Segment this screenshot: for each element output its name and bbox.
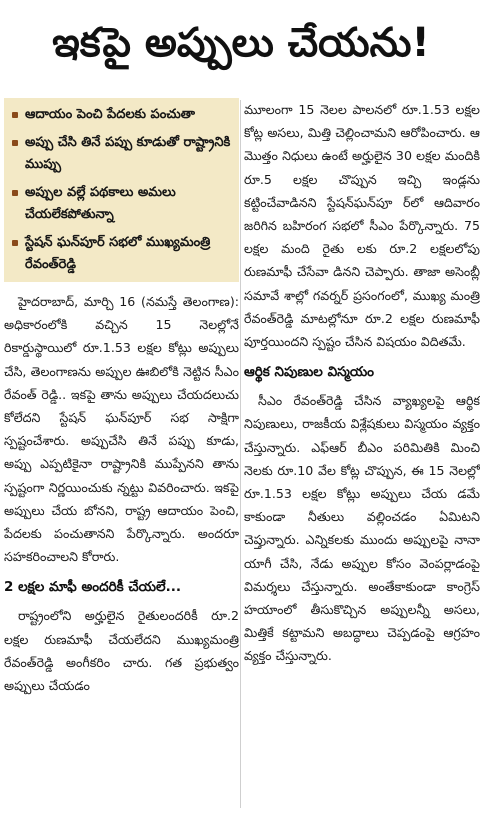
- bullet-icon: [12, 140, 18, 146]
- highlight-item: [12, 232, 233, 276]
- headline: ఇకపై అప్పులు చేయను!: [52, 20, 430, 66]
- subheading: ఆర్థిక నిపుణుల విస్మయం: [244, 364, 375, 381]
- highlight-item: [12, 104, 233, 126]
- right-column: [244, 98, 480, 810]
- bullet-icon: [12, 190, 18, 196]
- dateline: హైదరాబాద్, మార్చి 16 (నమస్తే తెలంగాణ):: [18, 294, 239, 309]
- highlight-text: ఆదాయం పెంచి పేదలకు పంచుతా: [25, 107, 195, 122]
- article-paragraph: [4, 290, 239, 568]
- paragraph-text: అధికారంలోకి వచ్చిన 15 నెలల్లోనే రికార్డుస్థాయిలో రూ.1.53 లక్షల కోట్లు అప్పులు చేసి, తెలంగాణను అప్పుల ఊబిలోకి నెట్టిన సీఎం రేవంత్ రెడ్డి.. ఇకపై తాను అప్పులు చేయదలుచు కోలేదని స్టేషన్ ఘన్‌పూర్ సభ సాక్షిగా స్పష్టంచేశారు. అప్పుచేసి తినే పప్పు కూడు, అప్పు ఎప్పటికైనా రాష్ట్రానికి ముప్పేనని తాను స్పష్టంగా నిర్ణయించుకు న్నట్టు వివరించారు. ఇకపై అప్పులు చేయ బోనని, రాష్ట్ర ఆదాయం పెంచి, పేదలకు పంచుతానని పేర్కొన్నారు. అందరూ సహకరించాలని కోరారు.: [4, 317, 239, 565]
- article-paragraph: రాష్ట్రంలోని అర్హులైన రైతులందరికీ రూ.2 లక్షల రుణమాఫీ చేయలేదని ముఖ్యమంత్రి రేవంత్‌రెడ్డి అంగీకరిం చారు. గత ప్రభుత్వం అప్పులు చేయడం: [4, 608, 239, 694]
- article-paragraph: మూలంగా 15 నెలల పాలనలో రూ.1.53 లక్షల కోట్ల అసలు, మిత్తి చెల్లించామని ఆరోపించారు. ఆ మొత్తం నిధులు ఉంటే అర్హులైన 30 లక్షల మందికి రూ.5 లక్షల చొప్పున ఇచ్చి ఇండ్లను కట్టించేవాడినని స్టేషన్‌ఘన్‌పూ ర్‌లో ఆదివారం జరిగిన బహిరంగ సభలో సీఎం పేర్కొన్నారు. 75 లక్షల మంది రైతు లకు రూ.2 లక్షలలోపు రుణమాఫీ చేసేవా డినని చెప్పారు. తాజా అసెంబ్లీ సమావే శాల్లో గవర్నర్ ప్రసంగంలో, ముఖ్య మంత్రి రేవంత్‌రెడ్డి మాటల్లోనూ రూ.2 లక్షల రుణమాఫీ పూర్తయిందని స్పష్టం చేసిన విషయం విదితమే.: [244, 102, 480, 350]
- bullet-icon: [12, 112, 18, 118]
- highlight-item: [12, 132, 233, 176]
- highlight-item: [12, 182, 233, 226]
- left-column: [4, 98, 239, 810]
- bullet-icon: [12, 240, 18, 246]
- column-divider: [240, 100, 241, 808]
- highlight-text: స్టేషన్ ఘన్‌పూర్ సభలో ముఖ్యమంత్రి రేవంత్‌రెడ్డి: [25, 235, 211, 272]
- highlight-text: అప్పు చేసి తినే పప్పు కూడుతో రాష్ట్రానికి ముప్పు: [25, 135, 231, 172]
- highlight-text: అప్పుల వల్లే పథకాలు అమలు చేయలేకపోతున్నా: [25, 185, 176, 222]
- article-paragraph: సీఎం రేవంత్‌రెడ్డి చేసిన వ్యాఖ్యలపై ఆర్థిక నిపుణులు, రాజకీయ విశ్లేషకులు విస్మయం వ్యక్తం చేస్తున్నారు. ఎఫ్‌ఆర్ బీఎం పరిమితికి మించి నెలకు రూ.10 వేల కోట్ల చొప్పున, ఈ 15 నెలల్లో రూ.1.53 లక్షల కోట్లు అప్పులు చేయ డమే కాకుండా నీతులు వల్లించడం ఏమిటని చెప్తున్నారు. ఎన్నికలకు ముందు అప్పులపై నానా యాగీ చేసి, నేడు అప్పుల కోసం వెంపర్లాడంపై విమర్శలు చేస్తున్నారు. అంతేకాకుండా కాంగ్రెస్ హయాంలో తీసుకొచ్చిన అప్పులన్నీ అసలు, మిత్తికే కట్టామని అబద్ధాలు చెప్పడంపై ఆగ్రహం వ్యక్తం చేస్తున్నారు.: [244, 393, 480, 664]
- highlights-box: [4, 98, 239, 282]
- subheading: 2 లక్షల మాఫీ అందరికీ చేయలేే...: [4, 579, 181, 596]
